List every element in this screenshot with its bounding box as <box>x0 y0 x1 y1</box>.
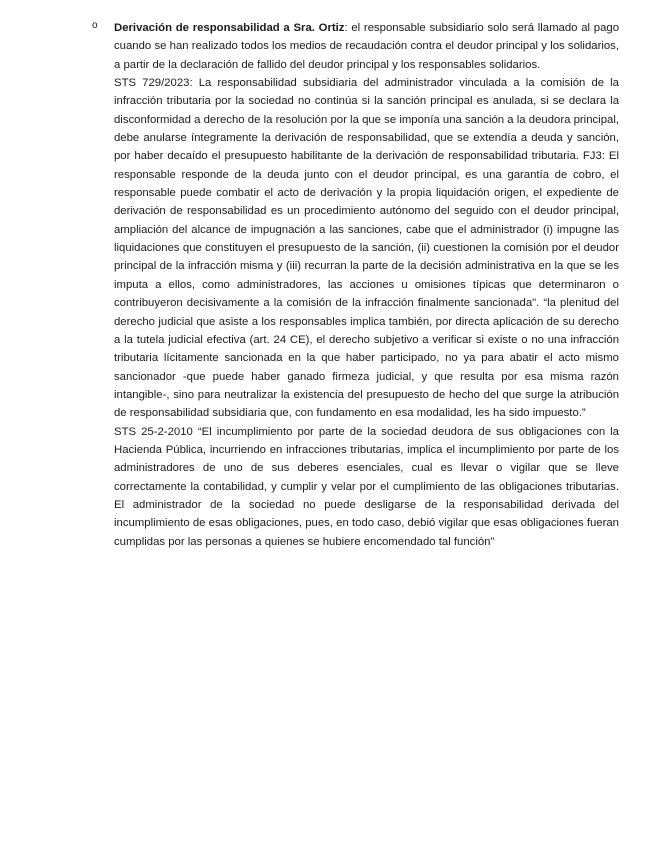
document-body <box>114 19 619 551</box>
sts-25-2-2010-paragraph: STS 25-2-2010 “El incumplimiento por parte de la sociedad deudora de sus obligaciones con la Hacienda Pública, incurriendo en infracciones tributarias, implica el incumplimiento por parte de los administradores de uno de sus deberes esenciales, cual es llevar o vigilar que se lleve correctamente la contabilidad, y cumplir y velar por el cumplimiento de las obligaciones tributarias. El administrador de la sociedad no puede desligarse de la responsabilidad derivada del incumplimiento de esas obligaciones, pues, en todo caso, debió vigilar que esas obligaciones fueran cumplidas por las personas a quienes se hubiere encomendado tal función” <box>114 425 619 548</box>
item-heading-text: : el responsable subsidiario solo será llamado al pago cuando se han realizado todos los medios de recaudación contra el deudor principal y los solidarios, a partir de la declaración de fallido del deudor principal y los responsables solidarios. <box>114 22 619 71</box>
sts-729-2023-paragraph: STS 729/2023: La responsabilidad subsidiaria del administrador vinculada a la comisión de la infracción tributaria por la sociedad no continúa si la sanción principal es anulada, si se declara la disconformidad a derecho de la resolución por la que se imponía una sanción a la deudora principal, debe anularse íntegramente la derivación de responsabilidad, que se extendía a deuda y sanción, por haber decaído el presupuesto habilitante de la derivación de responsabilidad tributaria. FJ3: El responsable responde de la deuda junto con el deudor principal, es una garantía de cobro, el responsable puede combatir el acto de derivación y la propia liquidación origen, el expediente de derivación de responsabilidad es un procedimiento autónomo del seguido con el deudor principal, ampliación del alcance de impugnación a las sanciones, cabe que el administrador (i) impugne las liquidaciones que constituyen el presupuesto de la sanción, (ii) cuestionen la comisión por el deudor principal de la infracción misma y (iii) recurran la parte de la decisión administrativa en la que se les imputa a ellos, como administradores, las acciones u omisiones típicas que determinaron o contribuyeron decisivamente a la comisión de la infracción finalmente sancionada". “la plenitud del derecho judicial que asiste a los responsables implica también, por directa aplicación de su derecho a la tutela judicial efectiva (art. 24 CE), el derecho subjetivo a verificar si existe o no una infracción tributaria lícitamente sancionada en la que haber participado, no ya para abatir el acto mismo sancionador -que puede haber ganado firmeza judicial, y que resulta por esa misma razón intangible-, sino para neutralizar la existencia del presupuesto de hecho del que surge la atribución de responsabilidad subsidiaria que, con fundamento en esa modalidad, les ha sido impuesto.” <box>114 77 619 420</box>
bullet-marker: o <box>92 20 98 31</box>
bullet-item-paragraph <box>114 19 619 74</box>
item-heading: Derivación de responsabilidad a Sra. Ortiz <box>114 22 345 34</box>
